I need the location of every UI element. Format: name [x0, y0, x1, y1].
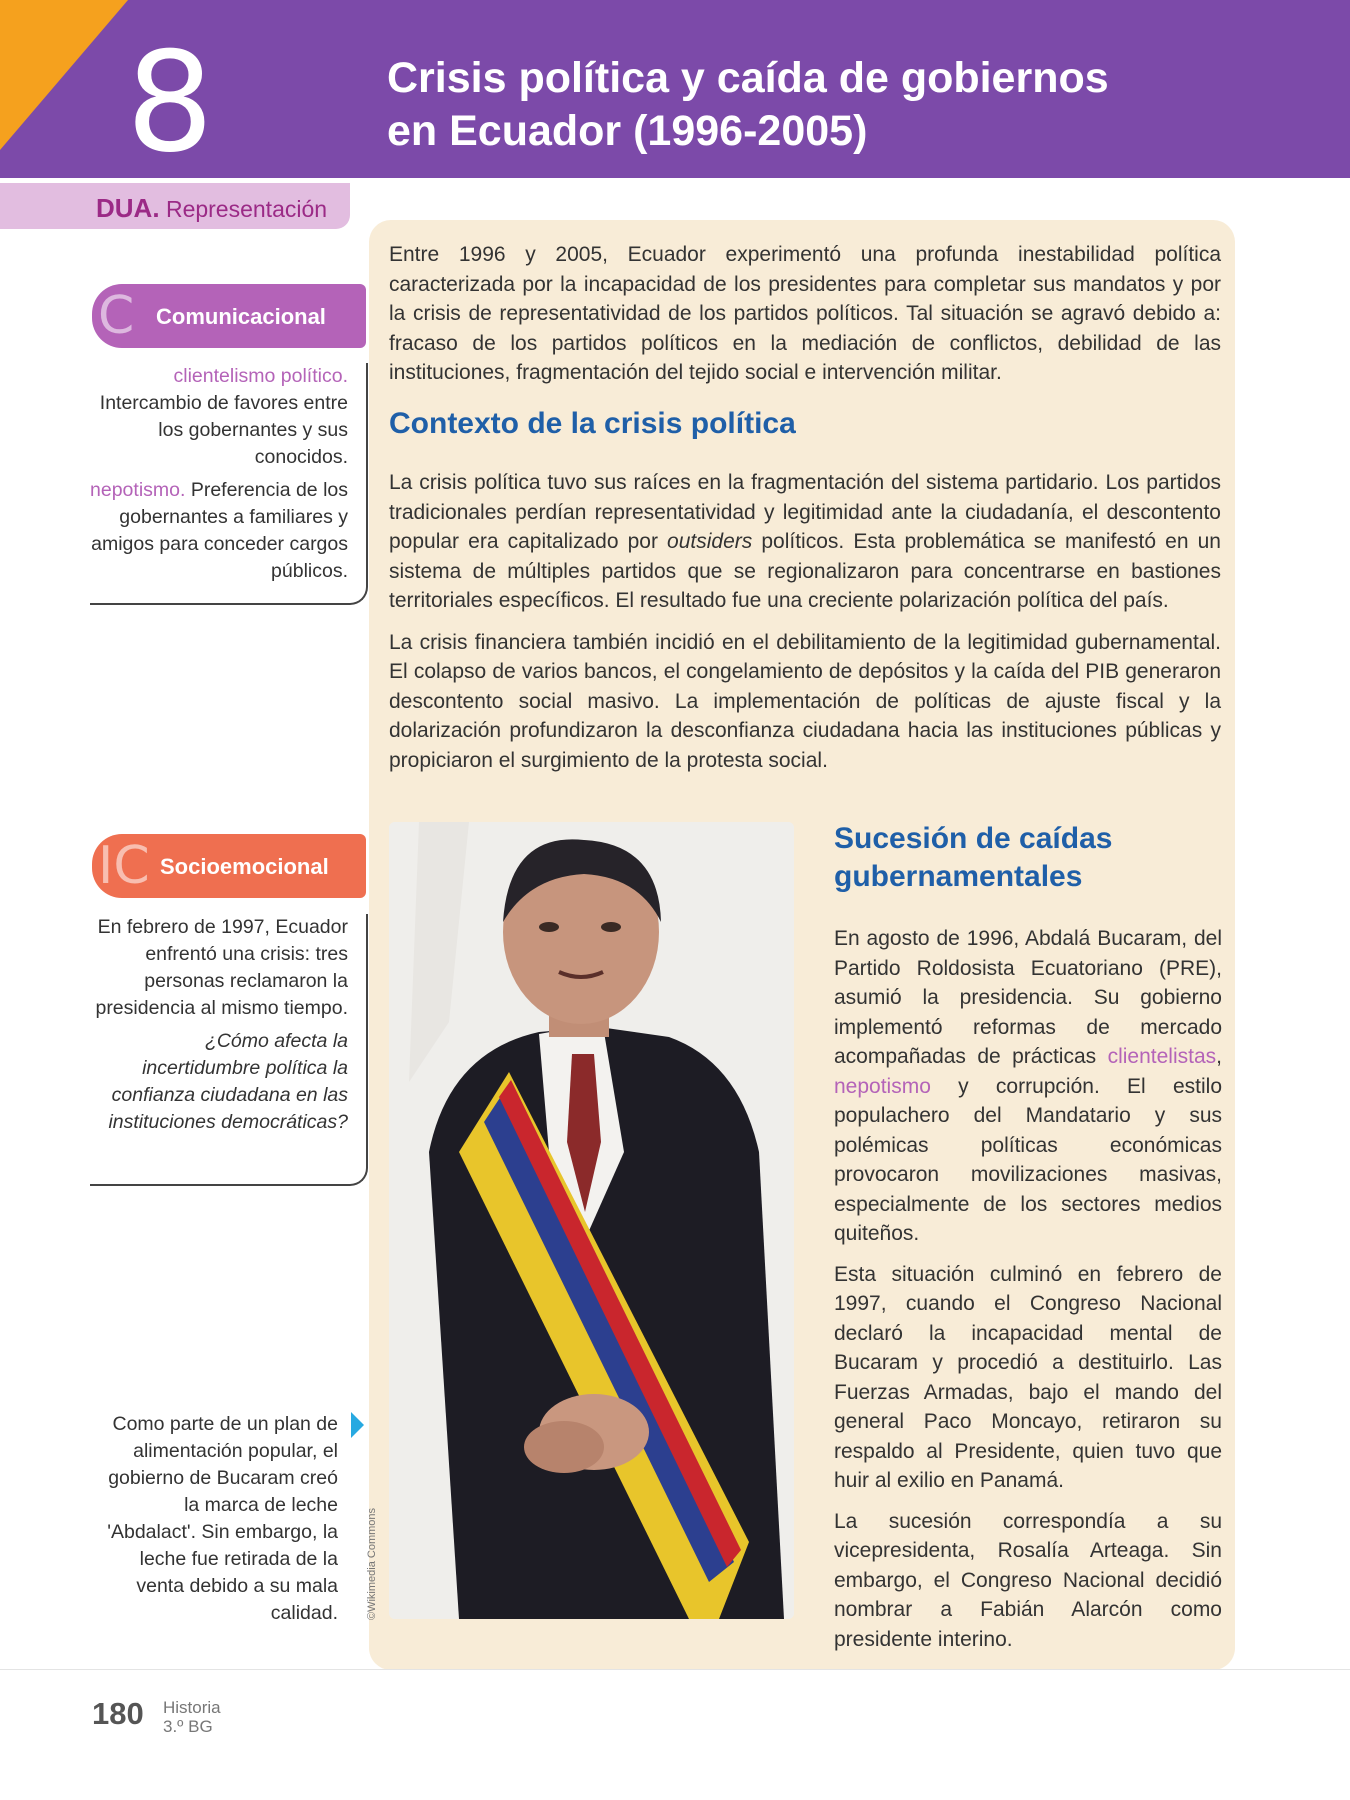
title-line-1: Crisis política y caída de gobiernos	[387, 54, 1109, 102]
grade-name: 3.º BG	[163, 1717, 213, 1736]
intro-paragraph: Entre 1996 y 2005, Ecuador experimentó una profunda inestabilidad política caracterizada por la incapacidad de los presidentes para completar sus mandatos y por la crisis de representatividad de los partidos políticos. Tal situación se agravó debido a: fracaso de los partidos políticos en la mediación de conflictos, debilidad de las instituciones, fragmentación del tejido social e intervención militar.	[389, 243, 1221, 384]
comunicacional-label: Comunicacional	[156, 304, 326, 329]
text-run: La crisis política tuvo sus raíces en la fragmentación del sistema partidario. Los partidos tradicionales perdían representatividad y legitimidad ante la ciudadanía, el descontento popular era capitalizado por	[389, 471, 1221, 553]
socioemocional-text: En febrero de 1997, Ecuador enfrentó una crisis: tres personas reclamaron la presidencia al mismo tiempo.	[95, 916, 348, 1019]
socioemocional-box	[90, 914, 368, 1186]
subject-label	[163, 1698, 221, 1736]
chapter-header	[0, 0, 1350, 183]
text-run: políticos. Esta problemática se manifestó en un sistema de múltiples partidos que se regionalizaron para concentrarse en bastiones territoriales específicos. El resultado fue una creciente polarización política del país.	[389, 530, 1221, 612]
text-run: ,	[1216, 1045, 1222, 1068]
footer-divider	[0, 1669, 1350, 1670]
comunicacional-tag	[92, 284, 366, 348]
dua-bold: DUA.	[96, 193, 160, 223]
bucaram-portrait	[389, 822, 794, 1619]
caption-arrow-icon	[351, 1412, 364, 1438]
section-heading-sucesion	[834, 820, 1214, 896]
heading-line-2: gubernamentales	[834, 860, 1083, 893]
page-number: 180	[92, 1696, 144, 1731]
text-run: y corrupción. El estilo populachero del Mandatario y sus polémicas políticas económicas provocaron movilizaciones masivas, especialmente de los sectores medios quiteños.	[834, 1074, 1222, 1245]
section-sucesion	[834, 924, 1222, 1665]
contexto-paragraph-2: La crisis financiera también incidió en el debilitamiento de la legitimidad gubernamental. El colapso de varios bancos, el congelamiento de depósitos y la caída del PIB generaron descontento social masivo. La implementación de políticas de ajuste fiscal y la dolarización profundizaron la desconfianza ciudadana hacia las instituciones públicas y propiciaron el surgimiento de la protesta social.	[389, 630, 1221, 772]
heading-line-1: Sucesión de caídas	[834, 822, 1113, 855]
sucesion-paragraph-3: La sucesión correspondía a su vicepresidenta, Rosalía Arteaga. Sin embargo, el Congreso Nacional decidió nombrar a Fabián Alarcón como presidente interino.	[834, 1509, 1222, 1651]
sucesion-paragraph-2: Esta situación culminó en febrero de 1997, cuando el Congreso Nacional declaró la incapacidad mental de Bucaram y procedió a destituirlo. Las Fuerzas Armadas, bajo el mando del general Paco Moncayo, retiraron su respaldo al Presidente, quien tuvo que huir al exilio en Panamá.	[834, 1262, 1222, 1492]
title-line-2: en Ecuador (1996-2005)	[387, 107, 868, 155]
intro-block	[389, 240, 1221, 400]
glossary-term: clientelismo político.	[173, 365, 348, 387]
image-credit: ©Wikimedia Commons	[366, 1507, 378, 1620]
contexto-paragraph-1	[389, 468, 1221, 616]
text-run: En agosto de 1996, Abdalá Bucaram, del Partido Roldosista Ecuatoriano (PRE), asumió la presidencia. Su gobierno implementó reformas de mercado acompañadas de prácticas	[834, 927, 1222, 1068]
term-clientelistas: clientelistas	[1107, 1045, 1217, 1068]
subject-name: Historia	[163, 1698, 221, 1717]
glossary-entry-clientelismo	[90, 363, 348, 471]
glossary-box	[90, 363, 368, 605]
c-letter-icon: C	[98, 286, 135, 346]
socioemocional-tag	[92, 834, 366, 898]
section-contexto	[389, 468, 1221, 787]
header-corner-accent	[0, 0, 128, 150]
ic-letters-icon: IC	[98, 836, 150, 896]
socioemocional-question: ¿Cómo afecta la incertidumbre política la confianza ciudadana en las instituciones democráticas?	[108, 1030, 348, 1133]
dua-banner	[0, 183, 350, 229]
image-caption: Como parte de un plan de alimentación popular, el gobierno de Bucaram creó la marca de leche 'Abdalact'. Sin embargo, la leche fue retirada de la venta debido a su mala calidad.	[107, 1413, 338, 1624]
section-heading-contexto: Contexto de la crisis política	[389, 407, 796, 440]
sucesion-paragraph-1	[834, 924, 1222, 1249]
portrait-illustration	[389, 822, 794, 1619]
chapter-number: 8	[126, 22, 214, 183]
glossary-term: nepotismo.	[90, 479, 186, 501]
dua-label: Representación	[165, 196, 328, 222]
glossary-entry-nepotismo	[90, 477, 348, 585]
page-title	[387, 52, 1287, 158]
emphasis-outsiders: outsiders	[667, 530, 753, 553]
term-nepotismo: nepotismo	[834, 1074, 931, 1098]
glossary-definition: Preferencia de los gobernantes a familiares y amigos para conceder cargos públicos.	[91, 479, 348, 582]
socioemocional-label: Socioemocional	[160, 854, 329, 879]
glossary-definition: Intercambio de favores entre los gobernantes y sus conocidos.	[99, 392, 348, 468]
